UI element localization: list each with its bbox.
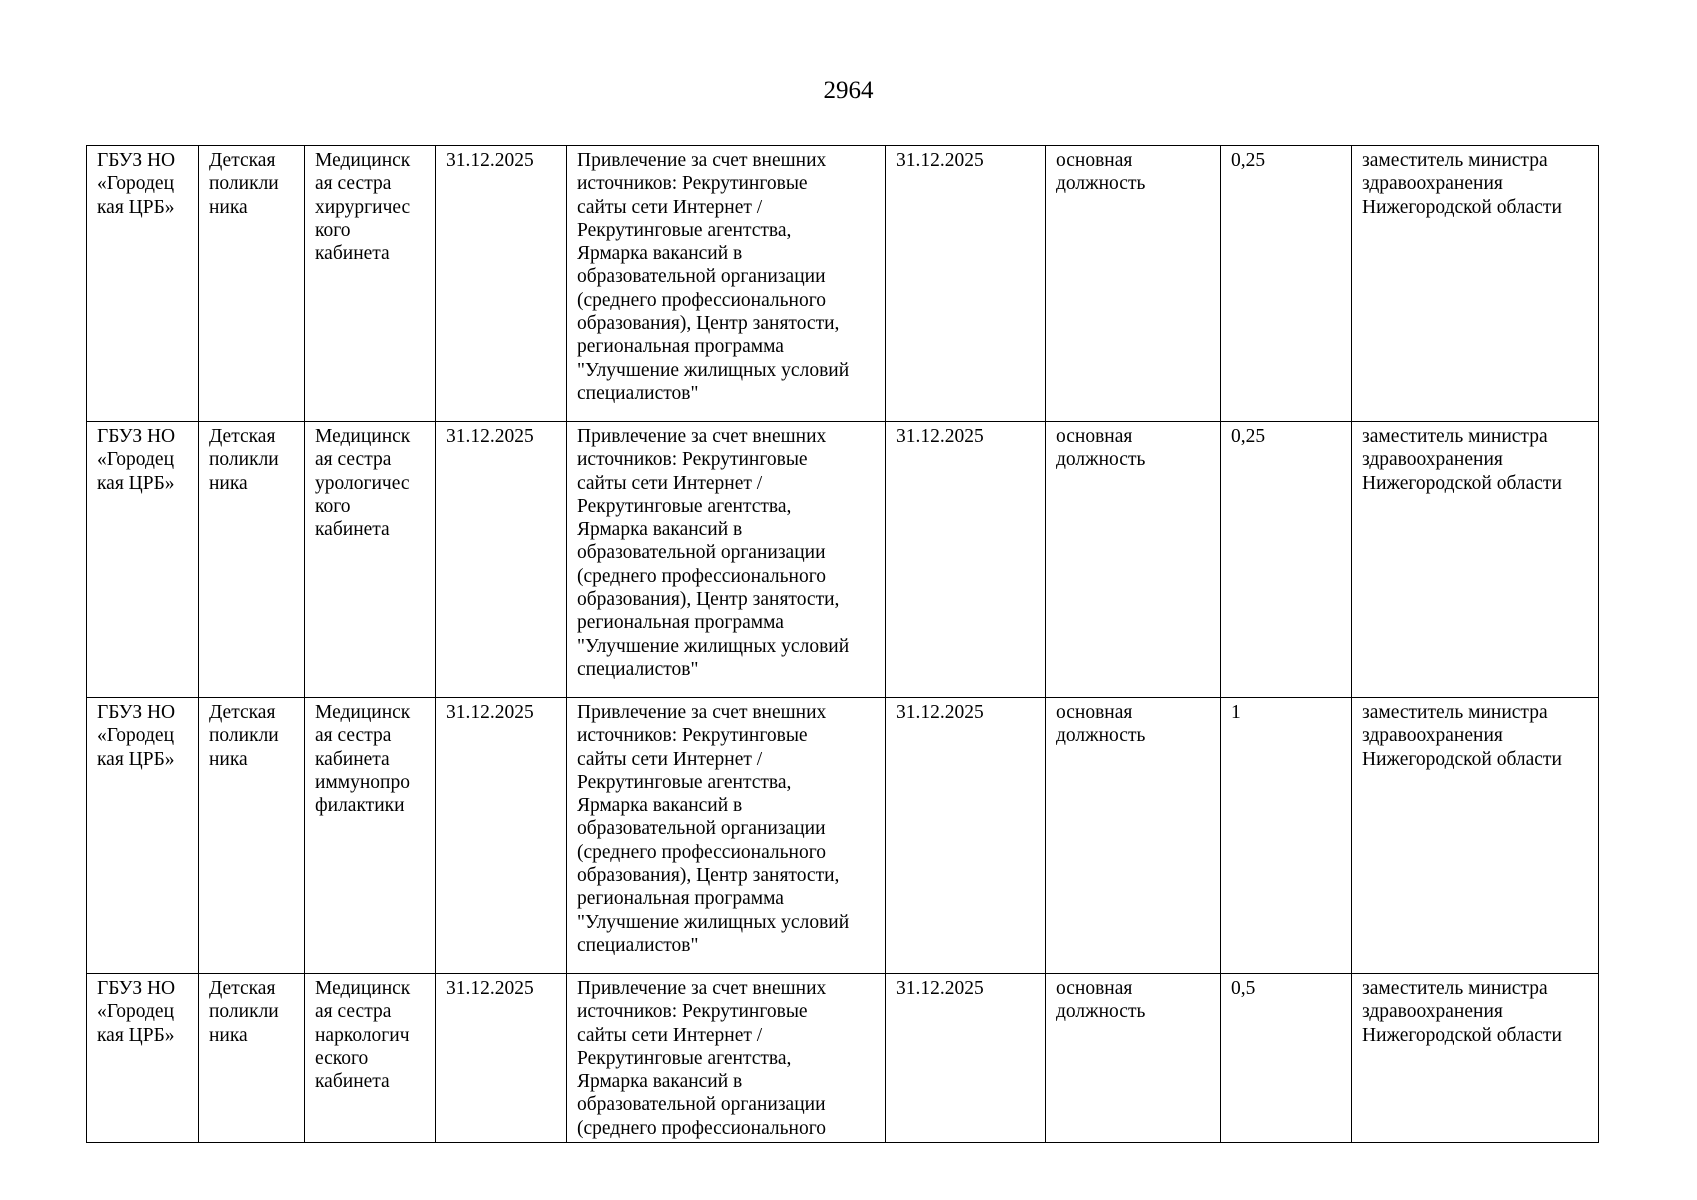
cell-position: Медицинск ая сестра урологичес кого кабинета [305, 422, 436, 698]
table-row [87, 974, 1599, 1143]
cell-date: 31.12.2025 [436, 422, 567, 698]
staffing-table [86, 145, 1599, 1143]
cell-date: 31.12.2025 [436, 974, 567, 1143]
cell-deadline: 31.12.2025 [886, 422, 1046, 698]
cell-measures: Привлечение за счет внешних источников: Рекрутинговые сайты сети Интернет / Рекрутинговые агентства, Ярмарка вакансий в образовательной организации (среднего профессионального образования), Центр занятости, региональная программа "Улучшение жилищных условий специалистов" [567, 698, 886, 974]
cell-unit: Детская поликли ника [199, 974, 305, 1143]
cell-position-type: основная должность [1046, 698, 1221, 974]
cell-date: 31.12.2025 [436, 698, 567, 974]
cell-measures: Привлечение за счет внешних источников: Рекрутинговые сайты сети Интернет / Рекрутинговые агентства, Ярмарка вакансий в образовательной организации (среднего профессионального [567, 974, 886, 1143]
cell-unit: Детская поликли ника [199, 422, 305, 698]
cell-deadline: 31.12.2025 [886, 698, 1046, 974]
cell-deadline: 31.12.2025 [886, 146, 1046, 422]
cell-rate: 0,5 [1221, 974, 1352, 1143]
cell-organization: ГБУЗ НО «Городец кая ЦРБ» [87, 146, 199, 422]
cell-organization: ГБУЗ НО «Городец кая ЦРБ» [87, 974, 199, 1143]
cell-responsible: заместитель министра здравоохранения Нижегородской области [1352, 422, 1599, 698]
page-number: 2964 [823, 77, 874, 104]
cell-position-type: основная должность [1046, 146, 1221, 422]
cell-responsible: заместитель министра здравоохранения Нижегородской области [1352, 698, 1599, 974]
cell-organization: ГБУЗ НО «Городец кая ЦРБ» [87, 422, 199, 698]
cell-measures: Привлечение за счет внешних источников: Рекрутинговые сайты сети Интернет / Рекрутинговые агентства, Ярмарка вакансий в образовательной организации (среднего профессионального образования), Центр занятости, региональная программа "Улучшение жилищных условий специалистов" [567, 146, 886, 422]
cell-unit: Детская поликли ника [199, 146, 305, 422]
cell-date: 31.12.2025 [436, 146, 567, 422]
cell-position: Медицинск ая сестра хирургичес кого кабинета [305, 146, 436, 422]
cell-responsible: заместитель министра здравоохранения Нижегородской области [1352, 146, 1599, 422]
cell-rate: 1 [1221, 698, 1352, 974]
cell-rate: 0,25 [1221, 146, 1352, 422]
table-row [87, 698, 1599, 974]
cell-organization: ГБУЗ НО «Городец кая ЦРБ» [87, 698, 199, 974]
cell-position: Медицинск ая сестра наркологич еского кабинета [305, 974, 436, 1143]
cell-position-type: основная должность [1046, 974, 1221, 1143]
cell-responsible: заместитель министра здравоохранения Нижегородской области [1352, 974, 1599, 1143]
cell-position: Медицинск ая сестра кабинета иммунопро филактики [305, 698, 436, 974]
cell-position-type: основная должность [1046, 422, 1221, 698]
table-row [87, 146, 1599, 422]
cell-rate: 0,25 [1221, 422, 1352, 698]
cell-measures: Привлечение за счет внешних источников: Рекрутинговые сайты сети Интернет / Рекрутинговые агентства, Ярмарка вакансий в образовательной организации (среднего профессионального образования), Центр занятости, региональная программа "Улучшение жилищных условий специалистов" [567, 422, 886, 698]
cell-unit: Детская поликли ника [199, 698, 305, 974]
table-row [87, 422, 1599, 698]
cell-deadline: 31.12.2025 [886, 974, 1046, 1143]
